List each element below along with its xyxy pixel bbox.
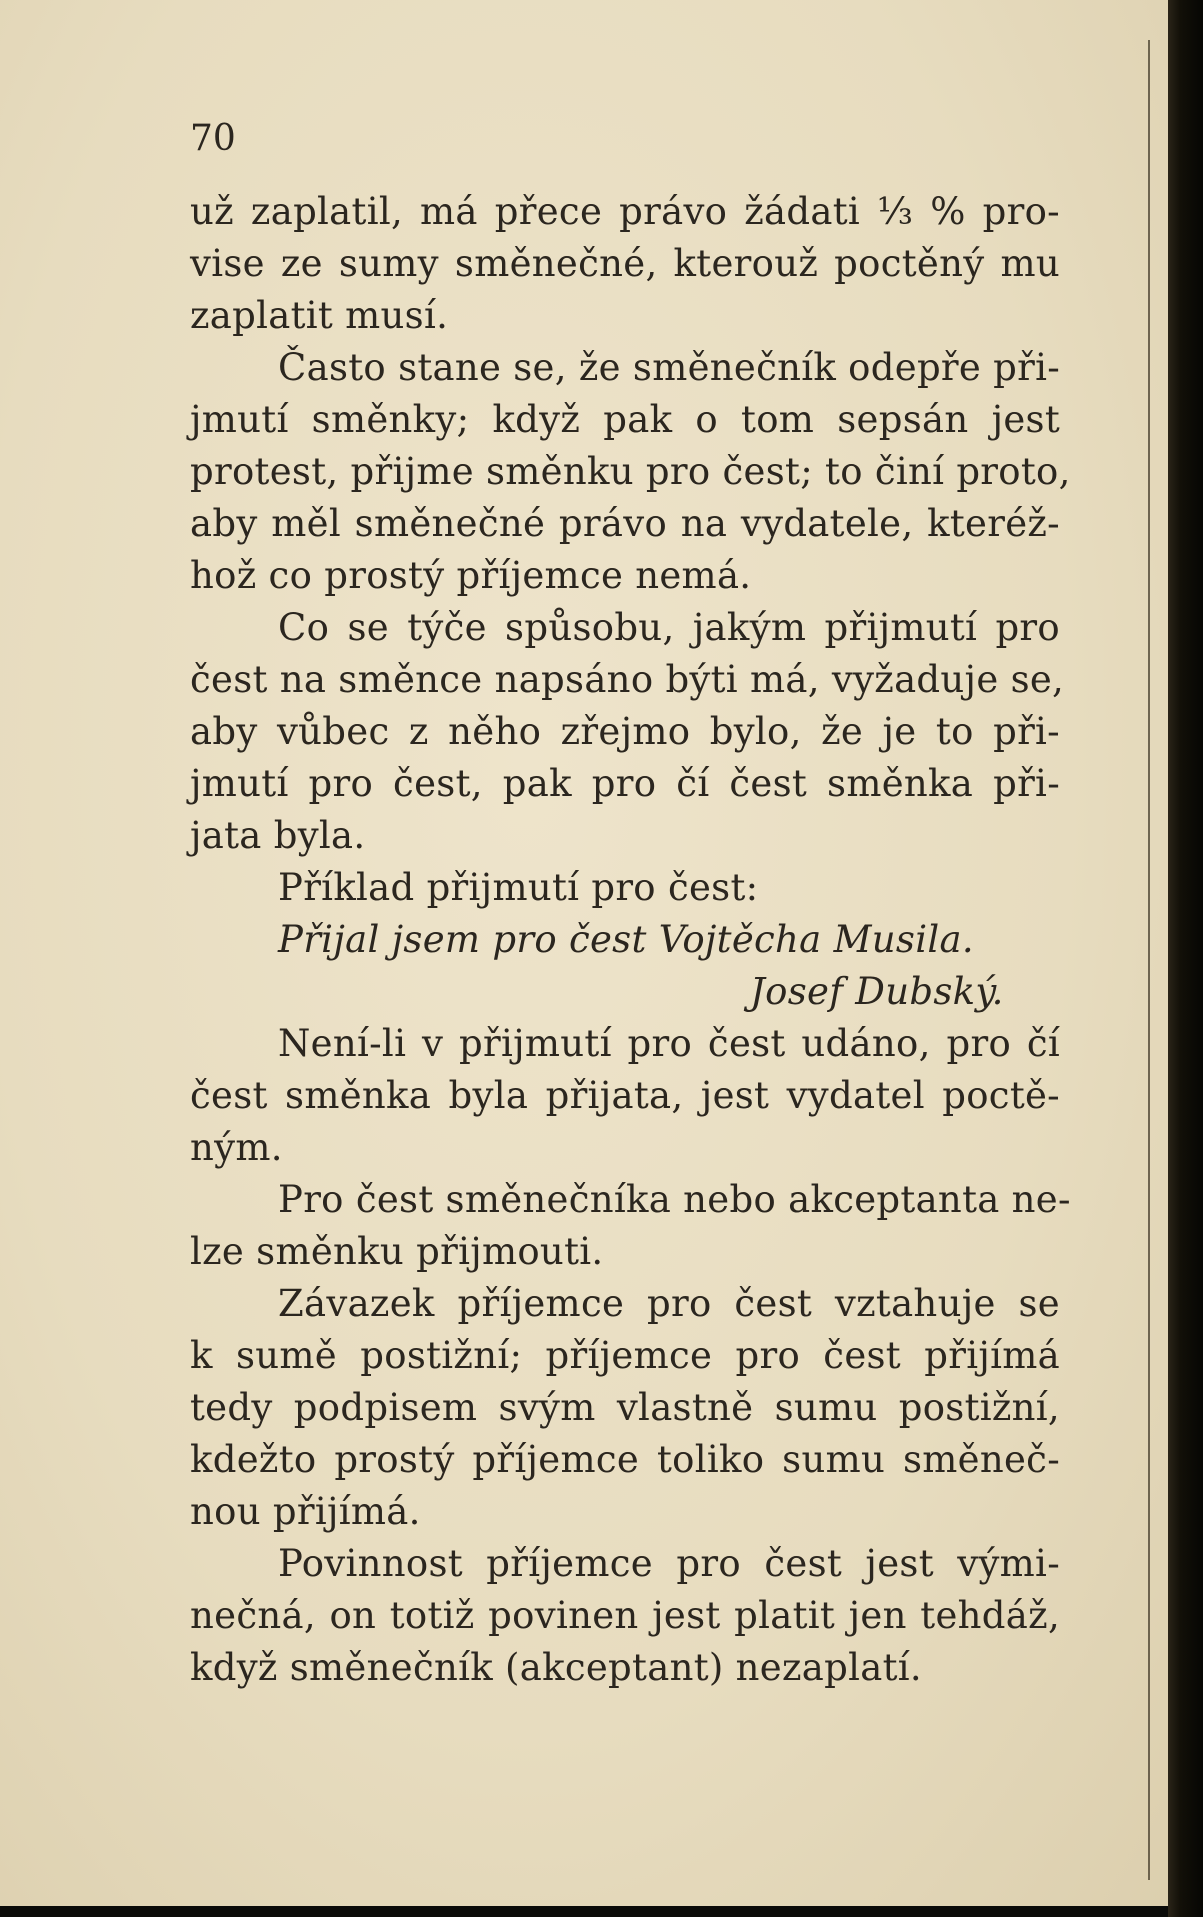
text-line: jata byla. <box>190 814 366 857</box>
text-line: jmutí směnky; když pak o tom sepsán jest <box>190 398 1060 441</box>
text-line: kdežto prostý příjemce toliko sumu směneč- <box>190 1438 1060 1481</box>
text-line: aby měl směnečné právo na vydatele, kteréž- <box>190 502 1060 545</box>
text-line: Příklad přijmutí pro čest: <box>278 866 759 909</box>
text-line: Není-li v přijmutí pro čest udáno, pro čí <box>278 1022 1060 1065</box>
italic-example-line: Přijal jsem pro čest Vojtěcha Musila. <box>278 918 974 961</box>
text-line: nečná, on totiž povinen jest platit jen tehdáž, <box>190 1594 1060 1637</box>
text-line: už zaplatil, má přece právo žádati ⅓ % pro- <box>190 190 1060 233</box>
italic-signature-line: Josef Dubský. <box>750 970 1004 1013</box>
text-line: Závazek příjemce pro čest vztahuje se <box>278 1282 1060 1325</box>
page-edge-shadow <box>1148 40 1150 1880</box>
text-line: vise ze sumy směnečné, kterouž poctěný mu <box>190 242 1060 285</box>
text-line: tedy podpisem svým vlastně sumu postižní, <box>190 1386 1060 1429</box>
text-line: ným. <box>190 1126 283 1169</box>
book-spine <box>1168 0 1203 1917</box>
text-line: hož co prostý příjemce nemá. <box>190 554 752 597</box>
text-line: čest na směnce napsáno býti má, vyžaduje se, <box>190 658 1065 701</box>
text-line: k sumě postižní; příjemce pro čest přijímá <box>190 1334 1060 1377</box>
text-line: Pro čest směnečníka nebo akceptanta ne- <box>278 1178 1071 1221</box>
text-line: čest směnka byla přijata, jest vydatel poctě- <box>190 1074 1060 1117</box>
text-line: když směnečník (akceptant) nezaplatí. <box>190 1646 922 1689</box>
text-line: lze směnku přijmouti. <box>190 1230 604 1273</box>
text-line: zaplatit musí. <box>190 294 449 337</box>
text-line: protest, přijme směnku pro čest; to činí proto, <box>190 450 1071 493</box>
text-line: nou přijímá. <box>190 1490 421 1533</box>
page-number: 70 <box>190 118 236 159</box>
text-line: Co se týče spůsobu, jakým přijmutí pro <box>278 606 1060 649</box>
text-line: Často stane se, že směnečník odepře při- <box>278 346 1061 389</box>
text-line: jmutí pro čest, pak pro čí čest směnka při- <box>190 762 1060 805</box>
text-line: aby vůbec z něho zřejmo bylo, že je to při- <box>190 710 1060 753</box>
text-line: Povinnost příjemce pro čest jest vými- <box>278 1542 1060 1585</box>
